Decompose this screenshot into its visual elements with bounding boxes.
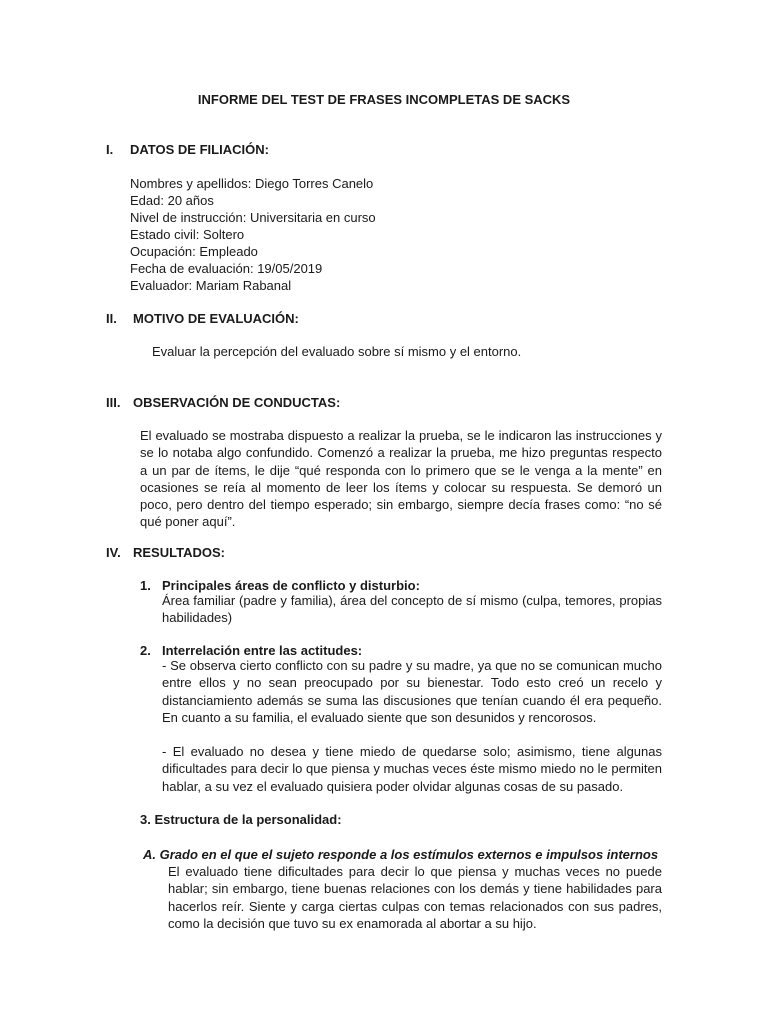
filiation-age: Edad: 20 años (130, 193, 214, 208)
result-1-heading: Principales áreas de conflicto y disturbio: (162, 578, 420, 593)
section-1-heading: DATOS DE FILIACIÓN: (130, 142, 269, 157)
section-2-heading: MOTIVO DE EVALUACIÓN: (133, 311, 299, 326)
filiation-civil-status: Estado civil: Soltero (130, 227, 245, 242)
filiation-evaluator: Evaluador: Mariam Rabanal (130, 278, 292, 293)
section-2-number: II. (106, 311, 117, 326)
result-2-number: 2. (140, 643, 151, 658)
section-4-heading: RESULTADOS: (133, 545, 225, 560)
section-3-number: III. (106, 395, 121, 410)
result-1-number: 1. (140, 578, 151, 593)
section-3-heading: OBSERVACIÓN DE CONDUCTAS: (133, 395, 341, 410)
result-2-paragraph-2: - El evaluado no desea y tiene miedo de quedarse solo; asimismo, tiene algunas dificultades para decir lo que piensa y muchas veces éste mismo miedo no le permiten hablar, a su vez el evaluado quisiera poder olvidar algunas cosas de su pasado. (162, 744, 662, 794)
filiation-occupation: Ocupación: Empleado (130, 244, 258, 259)
result-3-heading: 3. Estructura de la personalidad: (140, 812, 342, 827)
section-1-number: I. (106, 142, 114, 157)
result-3a-text: El evaluado tiene dificultades para decir lo que piensa y muchas veces no puede hablar; sin embargo, tiene buenas relaciones con los demás y tiene habilidades para hacerlos reír. Siente y carga ciertas culpas con temas relacionados con sus padres, como la decisión que tuvo su ex enamorada al abortar a su hijo. (168, 864, 662, 931)
behavior-observation-text: El evaluado se mostraba dispuesto a realizar la prueba, se le indicaron las instrucciones y se lo notaba algo confundido. Comenzó a realizar la prueba, me hizo preguntas respecto a un par de ítems, le dije “qué responda con lo primero que se le venga a la mente” en ocasiones se reía al momento de leer los ítems y colocar su respuesta. Se demoró un poco, pero dentro del tiempo esperado; sin embargo, siempre decía frases como: “no sé qué poner aquí”. (140, 428, 662, 530)
document-title: INFORME DEL TEST DE FRASES INCOMPLETAS DE SACKS (197, 92, 571, 107)
filiation-education: Nivel de instrucción: Universitaria en curso (130, 210, 376, 225)
result-3a-heading: A. Grado en el que el sujeto responde a los estímulos externos e impulsos internos (143, 847, 659, 862)
section-4-number: IV. (106, 545, 121, 560)
result-2-heading: Interrelación entre las actitudes: (162, 643, 363, 658)
result-2-paragraph-1: - Se observa cierto conflicto con su padre y su madre, ya que no se comunican mucho entre ellos y no sean preocupado por su bienestar. Todo esto creó un recelo y distanciamiento además se suma las discusiones que tenían cuando él era pequeño. En cuanto a su familia, el evaluado siente que son desunidos y rencorosos. (162, 658, 662, 725)
result-1-text: Área familiar (padre y familia), área del concepto de sí mismo (culpa, temores, propias habilidades) (162, 593, 662, 626)
evaluation-motive-text: Evaluar la percepción del evaluado sobre sí mismo y el entorno. (152, 344, 522, 359)
filiation-name: Nombres y apellidos: Diego Torres Canelo (130, 176, 374, 191)
filiation-eval-date: Fecha de evaluación: 19/05/2019 (130, 261, 323, 276)
